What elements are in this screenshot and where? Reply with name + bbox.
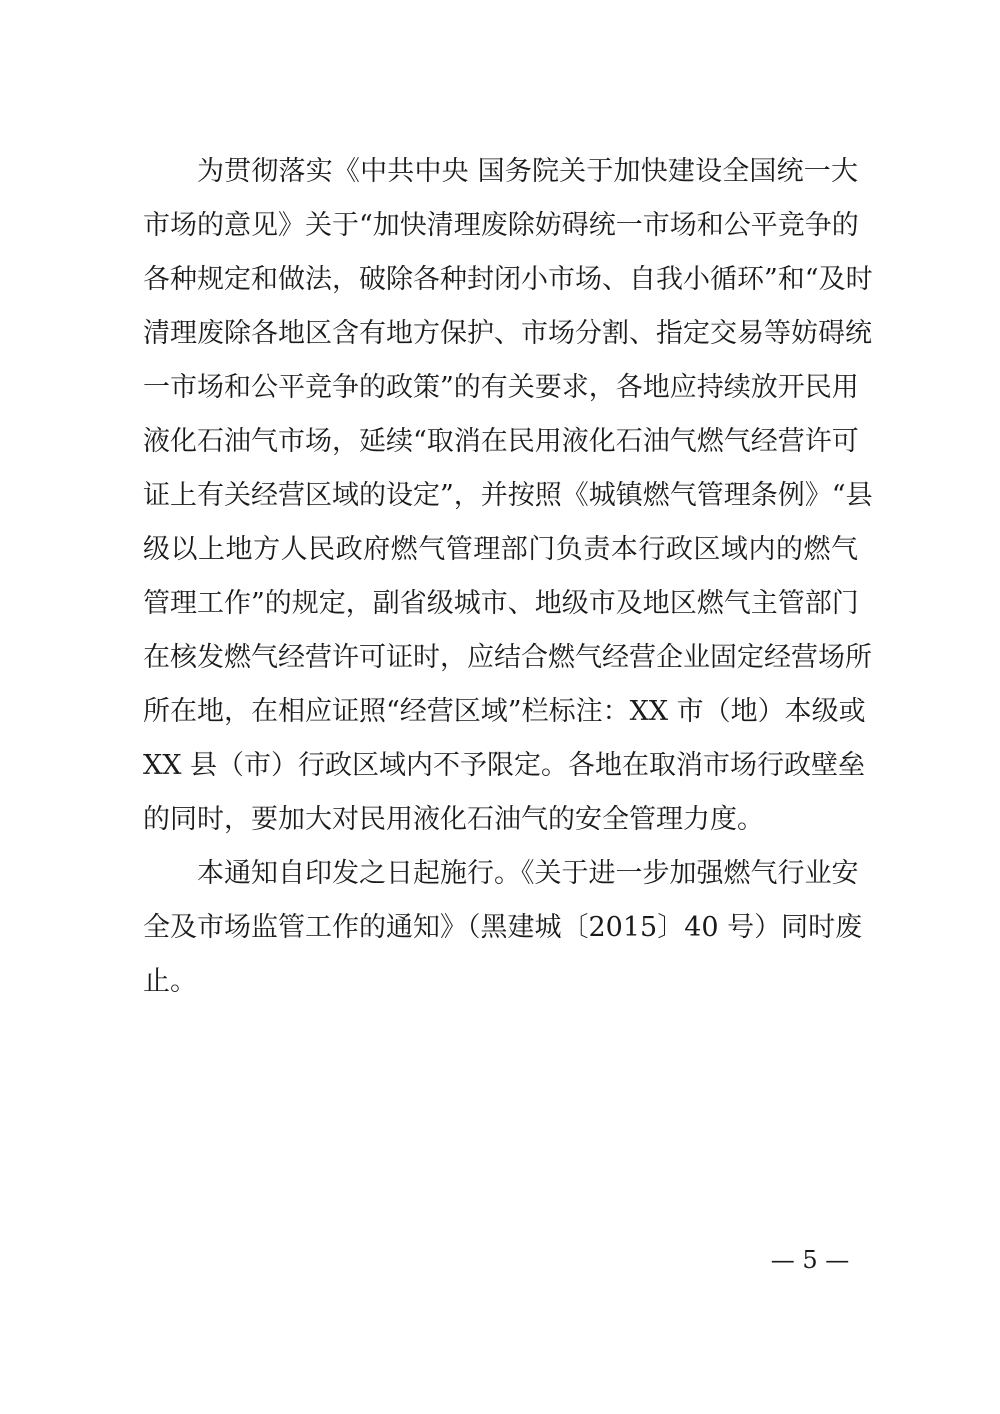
paragraph-1-line-10: 在核发燃气经营许可证时，应结合燃气经营企业固定经营场所 (143, 642, 872, 673)
paragraph-1-line-8: 级以上地方人民政府燃气管理部门负责本行政区域内的燃气 (143, 534, 858, 565)
paragraph-1-line-6: 液化石油气市场，延续“取消在民用液化石油气燃气经营许可 (143, 426, 859, 457)
paragraph-1-line-12: XX 县（市）行政区域内不予限定。各地在取消市场行政壁垒 (143, 750, 866, 781)
paragraph-1-line-9: 管理工作”的规定，副省级城市、地级市及地区燃气主管部门 (143, 588, 859, 619)
paragraph-1-line-4: 清理废除各地区含有地方保护、市场分割、指定交易等妨碍统 (143, 318, 872, 349)
paragraph-2-line-1: 本通知自印发之日起施行。《关于进一步加强燃气行业安 (197, 858, 859, 889)
body-text (143, 0, 873, 1000)
paragraph-1-line-2: 市场的意见》关于“加快清理废除妨碍统一市场和公平竞争的 (143, 210, 859, 241)
paragraph-2-line-2: 全及市场监管工作的通知》（黑建城〔2015〕40 号）同时废 (143, 912, 863, 943)
paragraph-1-line-7: 证上有关经营区域的设定”，并按照《城镇燃气管理条例》“县 (143, 480, 873, 511)
paragraph-1-line-1: 为贯彻落实《中共中央 国务院关于加快建设全国统一大 (197, 156, 858, 187)
page-number: — 5 — (770, 1246, 850, 1274)
paragraph-2-line-3: 止。 (143, 966, 197, 997)
paragraph-1-line-5: 一市场和公平竞争的政策”的有关要求，各地应持续放开民用 (143, 372, 859, 403)
paragraph-1-line-3: 各种规定和做法，破除各种封闭小市场、自我小循环”和“及时 (143, 264, 873, 295)
paragraph-1-line-13: 的同时，要加大对民用液化石油气的安全管理力度。 (143, 804, 764, 835)
paragraph-1-line-11: 所在地，在相应证照“经营区域”栏标注：XX 市（地）本级或 (143, 696, 866, 727)
